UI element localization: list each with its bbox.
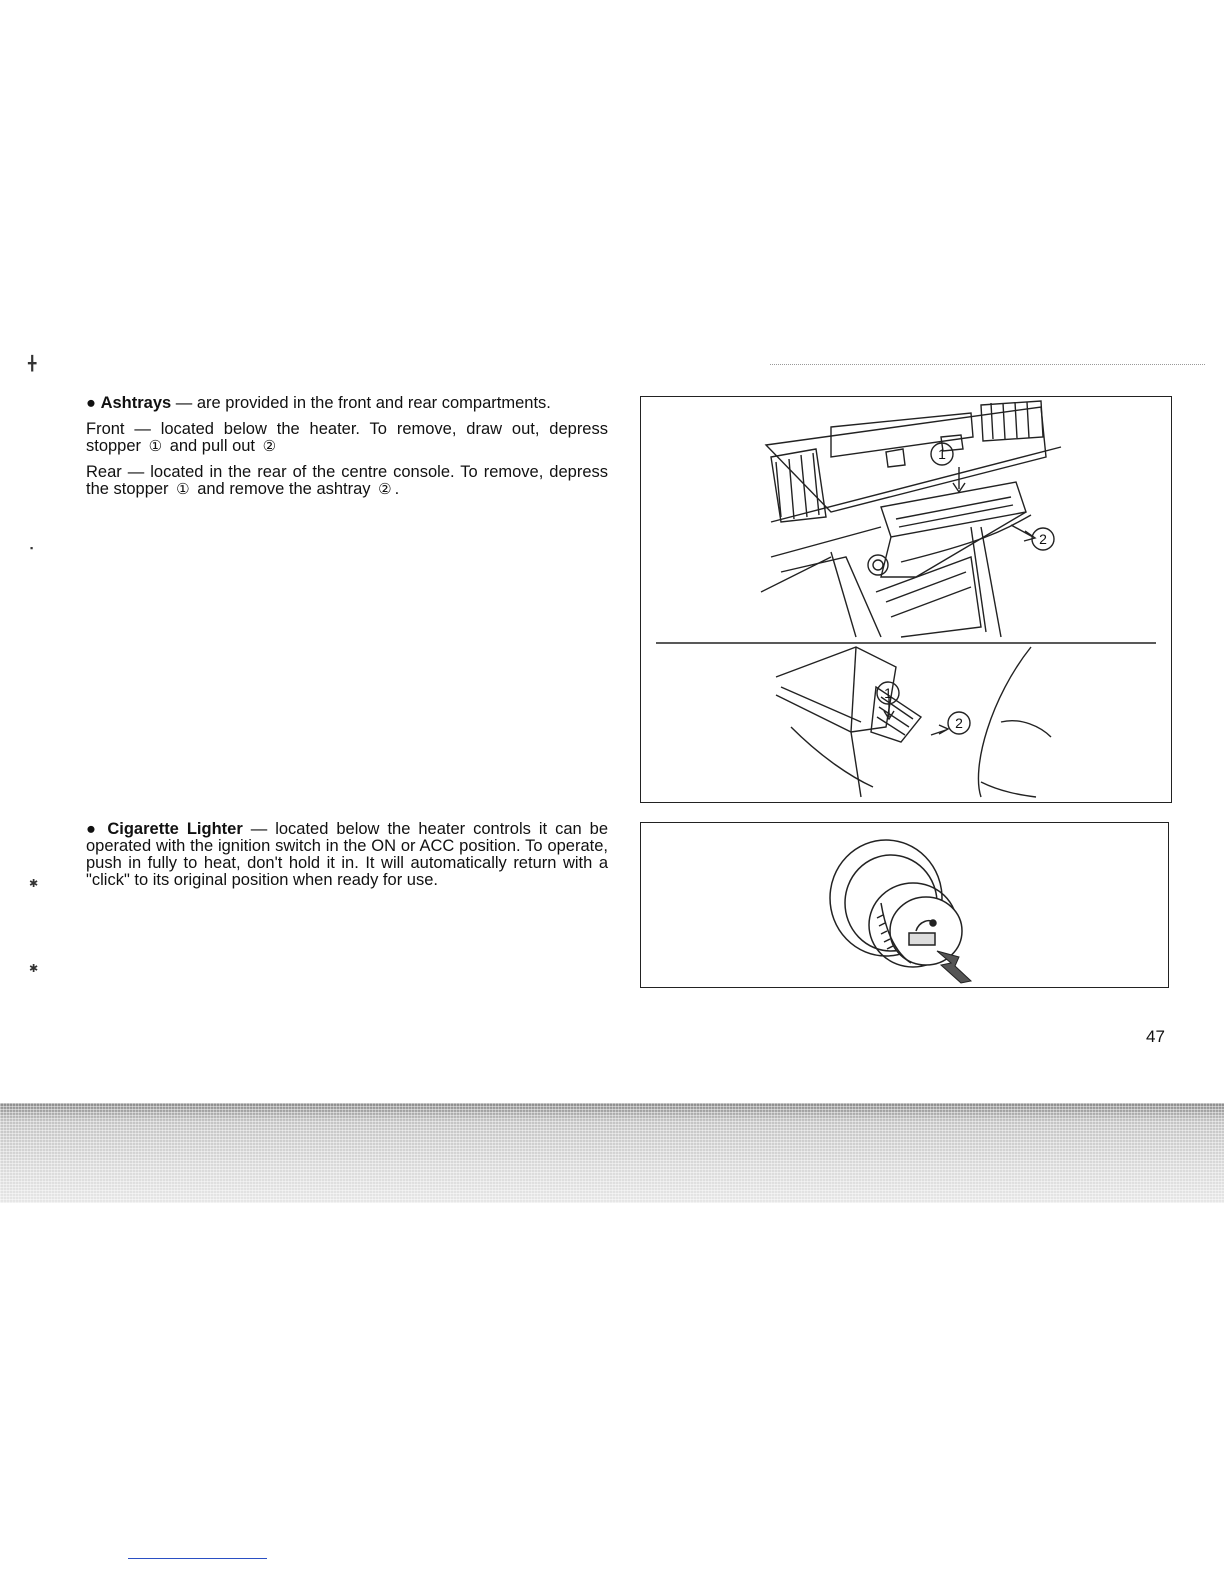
bullet-icon: ● [86, 394, 96, 412]
ashtrays-intro-text: — are provided in the front and rear compartments. [171, 394, 551, 412]
ashtray-drawing [641, 397, 1171, 802]
bullet-icon: ● [86, 820, 100, 838]
rear-text-b: and remove the ashtray [197, 480, 371, 498]
scan-shadow-band [0, 1103, 1224, 1203]
svg-text:1: 1 [884, 685, 892, 701]
margin-mark-icon: ▪ [30, 543, 34, 553]
scan-dotted-line [770, 364, 1205, 365]
ashtrays-section [86, 395, 608, 507]
svg-text:2: 2 [1039, 531, 1047, 547]
bottom-rule [128, 1558, 267, 1559]
margin-mark-icon: ✱ [29, 878, 39, 890]
svg-text:1: 1 [938, 446, 946, 462]
lighter-body: — located below the heater controls it can be operated with the ignition switch in the ON or ACC position. To operate, push in fully to heat, don't hold it in. It will automatically return with a "click" to its original position when ready for use. [86, 820, 608, 889]
page-number: 47 [1146, 1027, 1165, 1046]
margin-mark-icon: ✱ [29, 963, 39, 975]
lighter-drawing [641, 823, 1168, 987]
front-text-b: and pull out [169, 437, 256, 455]
rear-text-end: . [394, 480, 400, 498]
callout-1: ① [148, 438, 163, 455]
cigarette-lighter-section [86, 821, 608, 898]
rear-text-a: Rear — located in the rear of the centre console. To remove, depress the stopper [86, 463, 608, 498]
svg-text:2: 2 [955, 715, 963, 731]
ashtrays-intro [86, 395, 608, 412]
cigarette-lighter-illustration [640, 822, 1169, 988]
callout-1: ① [176, 481, 190, 498]
ashtrays-front [86, 421, 608, 455]
ashtrays-rear [86, 464, 608, 498]
lighter-paragraph [86, 821, 608, 889]
margin-mark-icon: ╋ [28, 355, 37, 371]
front-text-a: Front — located below the heater. To remove, draw out, depress stopper [86, 420, 608, 455]
ashtrays-heading: Ashtrays [100, 394, 172, 412]
callout-2: ② [262, 438, 277, 455]
lighter-heading: Cigarette Lighter [107, 820, 243, 838]
callout-2: ② [378, 481, 392, 498]
ashtray-illustration [640, 396, 1172, 803]
